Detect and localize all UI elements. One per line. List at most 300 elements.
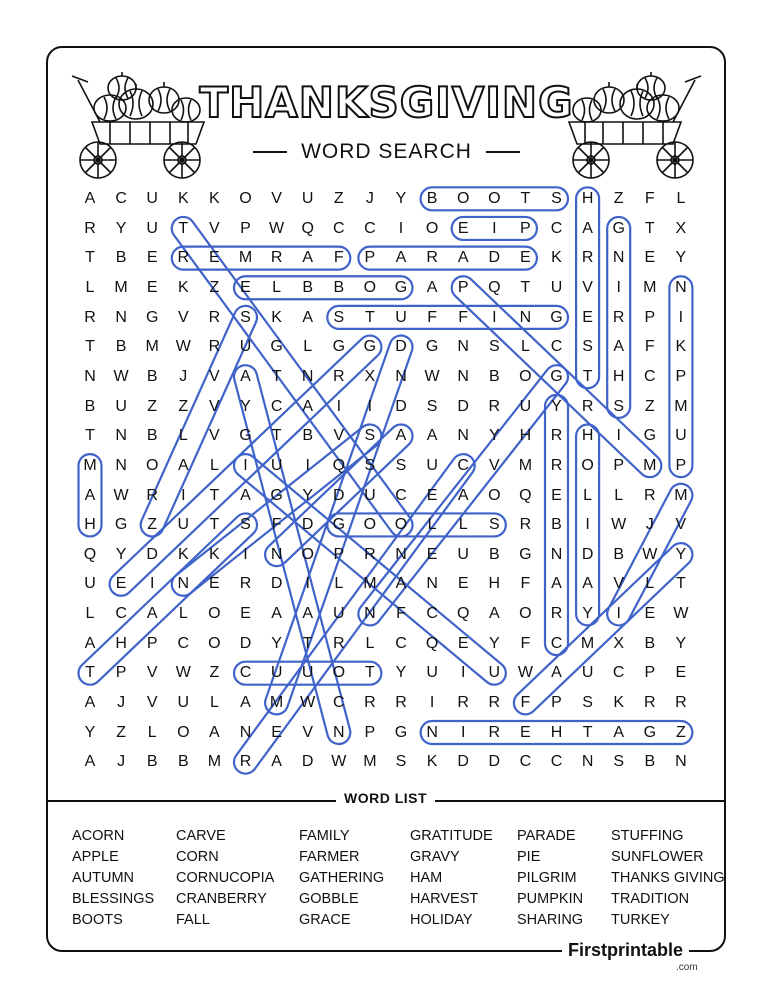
grid-letter[interactable]: D: [581, 545, 594, 563]
grid-letter[interactable]: W: [300, 694, 316, 712]
grid-letter[interactable]: N: [115, 456, 127, 474]
grid-letter[interactable]: C: [519, 753, 532, 771]
grid-letter[interactable]: N: [426, 575, 438, 593]
grid-letter[interactable]: P: [364, 249, 376, 267]
grid-letter[interactable]: P: [457, 278, 469, 296]
grid-letter[interactable]: R: [84, 308, 96, 326]
grid-letter[interactable]: A: [582, 219, 593, 237]
grid-letter[interactable]: E: [240, 278, 251, 296]
grid-letter[interactable]: Y: [551, 397, 562, 415]
grid-letter[interactable]: D: [146, 545, 158, 563]
grid-letter[interactable]: T: [271, 367, 282, 385]
grid-letter[interactable]: E: [209, 575, 220, 593]
grid-letter[interactable]: T: [520, 190, 531, 207]
grid-letter[interactable]: I: [616, 427, 621, 445]
grid-letter[interactable]: D: [395, 338, 407, 356]
grid-letter[interactable]: P: [644, 664, 656, 682]
grid-letter[interactable]: Y: [271, 634, 282, 652]
grid-letter[interactable]: I: [460, 723, 466, 741]
grid-letter[interactable]: C: [239, 664, 252, 682]
grid-letter[interactable]: J: [645, 516, 654, 534]
grid-letter[interactable]: B: [644, 634, 656, 652]
grid-letter[interactable]: L: [85, 278, 95, 296]
grid-letter[interactable]: P: [551, 694, 562, 712]
grid-letter[interactable]: I: [336, 397, 342, 415]
grid-letter[interactable]: J: [365, 190, 374, 207]
grid-letter[interactable]: R: [581, 249, 594, 267]
brand-logo[interactable]: Firstprintable: [562, 940, 689, 961]
grid-letter[interactable]: N: [270, 545, 283, 563]
grid-letter[interactable]: W: [517, 664, 533, 682]
grid-letter[interactable]: K: [177, 190, 189, 207]
grid-letter[interactable]: D: [395, 397, 407, 415]
grid-letter[interactable]: N: [333, 723, 345, 741]
grid-letter[interactable]: F: [520, 575, 531, 593]
grid-letter[interactable]: G: [643, 723, 657, 741]
grid-letter[interactable]: L: [458, 516, 468, 534]
grid-letter[interactable]: Y: [675, 249, 687, 267]
grid-letter[interactable]: W: [269, 219, 285, 237]
grid-letter[interactable]: R: [239, 575, 252, 593]
grid-letter[interactable]: T: [582, 367, 593, 385]
grid-letter[interactable]: Z: [178, 397, 189, 415]
grid-letter[interactable]: L: [272, 278, 282, 296]
grid-letter[interactable]: I: [616, 605, 621, 623]
grid-letter[interactable]: V: [582, 278, 593, 296]
grid-letter[interactable]: V: [488, 456, 500, 474]
grid-letter[interactable]: A: [302, 308, 314, 326]
grid-letter[interactable]: R: [550, 456, 563, 474]
grid-letter[interactable]: A: [209, 723, 220, 741]
grid-letter[interactable]: T: [302, 634, 313, 652]
grid-letter[interactable]: W: [611, 516, 627, 534]
grid-letter[interactable]: B: [488, 545, 500, 563]
grid-letter[interactable]: I: [305, 575, 310, 593]
grid-letter[interactable]: L: [583, 486, 593, 504]
grid-letter[interactable]: O: [519, 605, 532, 623]
grid-letter[interactable]: S: [582, 694, 593, 712]
grid-letter[interactable]: F: [427, 308, 437, 326]
grid-letter[interactable]: O: [581, 456, 594, 474]
grid-letter[interactable]: I: [243, 456, 248, 474]
grid-letter[interactable]: X: [613, 634, 625, 652]
grid-letter[interactable]: U: [146, 190, 158, 207]
grid-letter[interactable]: B: [613, 545, 625, 563]
grid-letter[interactable]: G: [550, 367, 563, 385]
grid-letter[interactable]: G: [332, 338, 346, 356]
grid-letter[interactable]: A: [613, 723, 625, 741]
grid-letter[interactable]: A: [426, 278, 438, 296]
grid-letter[interactable]: T: [209, 486, 220, 504]
grid-letter[interactable]: V: [271, 190, 282, 207]
grid-letter[interactable]: H: [581, 427, 594, 445]
grid-letter[interactable]: B: [302, 278, 314, 296]
grid-letter[interactable]: E: [644, 605, 656, 623]
grid-letter[interactable]: E: [240, 605, 251, 623]
grid-letter[interactable]: M: [643, 456, 657, 474]
grid-letter[interactable]: U: [675, 427, 687, 445]
grid-letter[interactable]: T: [85, 249, 95, 267]
grid-letter[interactable]: H: [488, 575, 501, 593]
grid-letter[interactable]: I: [492, 219, 497, 237]
grid-letter[interactable]: A: [302, 397, 314, 415]
grid-letter[interactable]: J: [117, 753, 126, 771]
grid-letter[interactable]: L: [520, 338, 530, 356]
grid-letter[interactable]: S: [364, 427, 376, 445]
grid-letter[interactable]: D: [239, 634, 252, 652]
grid-letter[interactable]: I: [585, 516, 590, 534]
grid-letter[interactable]: L: [303, 338, 313, 356]
grid-letter[interactable]: U: [239, 338, 252, 356]
grid-letter[interactable]: D: [301, 516, 314, 534]
grid-letter[interactable]: M: [674, 486, 688, 504]
grid-letter[interactable]: Z: [147, 516, 158, 534]
grid-letter[interactable]: X: [364, 367, 376, 385]
grid-letter[interactable]: C: [550, 753, 563, 771]
grid-letter[interactable]: Y: [240, 397, 251, 415]
grid-letter[interactable]: R: [364, 694, 376, 712]
grid-letter[interactable]: P: [333, 545, 345, 563]
grid-letter[interactable]: N: [519, 308, 532, 326]
grid-letter[interactable]: I: [492, 308, 497, 326]
grid-letter[interactable]: J: [117, 694, 126, 712]
grid-letter[interactable]: O: [363, 516, 377, 534]
grid-letter[interactable]: P: [644, 308, 656, 326]
grid-letter[interactable]: F: [271, 516, 282, 534]
grid-letter[interactable]: M: [83, 456, 97, 474]
grid-letter[interactable]: W: [331, 753, 347, 771]
grid-letter[interactable]: E: [520, 249, 531, 267]
grid-letter[interactable]: K: [209, 545, 220, 563]
grid-letter[interactable]: R: [364, 545, 376, 563]
grid-letter[interactable]: A: [146, 605, 158, 623]
grid-letter[interactable]: U: [84, 575, 96, 593]
grid-letter[interactable]: Q: [83, 545, 97, 563]
grid-letter[interactable]: A: [551, 664, 562, 682]
grid-letter[interactable]: R: [333, 634, 345, 652]
grid-letter[interactable]: T: [520, 278, 531, 296]
grid-letter[interactable]: P: [520, 219, 531, 237]
grid-letter[interactable]: K: [271, 308, 282, 326]
grid-letter[interactable]: R: [550, 427, 563, 445]
grid-letter[interactable]: S: [582, 338, 593, 356]
grid-letter[interactable]: O: [425, 219, 439, 237]
grid-letter[interactable]: Y: [582, 605, 593, 623]
grid-letter[interactable]: O: [488, 190, 501, 207]
grid-letter[interactable]: Q: [301, 219, 314, 237]
grid-letter[interactable]: C: [395, 486, 407, 504]
grid-letter[interactable]: B: [551, 516, 562, 534]
grid-letter[interactable]: U: [115, 397, 127, 415]
grid-letter[interactable]: R: [612, 308, 625, 326]
grid-letter[interactable]: A: [240, 486, 251, 504]
grid-letter[interactable]: B: [302, 427, 314, 445]
grid-letter[interactable]: B: [115, 249, 127, 267]
grid-letter[interactable]: P: [115, 664, 127, 682]
grid-letter[interactable]: D: [270, 575, 283, 593]
grid-letter[interactable]: U: [333, 605, 345, 623]
grid-letter[interactable]: G: [612, 219, 625, 237]
grid-letter[interactable]: B: [426, 190, 438, 207]
grid-letter[interactable]: G: [550, 308, 563, 326]
grid-letter[interactable]: S: [426, 397, 438, 415]
grid-letter[interactable]: S: [488, 516, 500, 534]
grid-letter[interactable]: I: [149, 575, 155, 593]
grid-letter[interactable]: V: [146, 664, 158, 682]
grid-letter[interactable]: N: [395, 545, 407, 563]
grid-letter[interactable]: R: [208, 308, 221, 326]
grid-letter[interactable]: U: [270, 664, 283, 682]
grid-letter[interactable]: B: [177, 753, 189, 771]
grid-letter[interactable]: R: [581, 397, 594, 415]
grid-letter[interactable]: F: [333, 249, 344, 267]
grid-letter[interactable]: I: [678, 308, 684, 326]
grid-letter[interactable]: Z: [613, 190, 624, 207]
grid-letter[interactable]: N: [675, 753, 687, 771]
grid-letter[interactable]: L: [676, 190, 686, 207]
grid-letter[interactable]: C: [457, 456, 469, 474]
grid-letter[interactable]: F: [644, 190, 655, 207]
grid-letter[interactable]: Z: [209, 664, 220, 682]
grid-letter[interactable]: C: [333, 694, 345, 712]
grid-letter[interactable]: R: [488, 397, 501, 415]
grid-letter[interactable]: L: [614, 486, 624, 504]
grid-letter[interactable]: P: [613, 456, 625, 474]
grid-letter[interactable]: M: [363, 753, 377, 771]
grid-letter[interactable]: C: [115, 190, 127, 207]
grid-letter[interactable]: Z: [116, 723, 126, 741]
grid-letter[interactable]: V: [209, 367, 220, 385]
grid-letter[interactable]: E: [146, 249, 158, 267]
grid-letter[interactable]: E: [426, 486, 438, 504]
grid-letter[interactable]: T: [85, 427, 95, 445]
grid-letter[interactable]: O: [394, 516, 408, 534]
grid-letter[interactable]: E: [675, 664, 687, 682]
grid-letter[interactable]: E: [551, 486, 562, 504]
grid-letter[interactable]: T: [85, 664, 95, 682]
grid-letter[interactable]: C: [333, 219, 345, 237]
grid-letter[interactable]: V: [302, 723, 314, 741]
grid-letter[interactable]: K: [675, 338, 687, 356]
grid-letter[interactable]: G: [519, 545, 532, 563]
grid-letter[interactable]: S: [240, 516, 251, 534]
grid-letter[interactable]: I: [429, 694, 435, 712]
grid-letter[interactable]: G: [394, 723, 408, 741]
grid-letter[interactable]: P: [146, 634, 158, 652]
grid-letter[interactable]: U: [488, 664, 501, 682]
grid-letter[interactable]: L: [85, 605, 95, 623]
grid-letter[interactable]: R: [488, 694, 501, 712]
grid-letter[interactable]: R: [426, 249, 438, 267]
grid-letter[interactable]: L: [209, 456, 219, 474]
grid-letter[interactable]: W: [175, 338, 191, 356]
grid-letter[interactable]: C: [395, 634, 407, 652]
grid-letter[interactable]: G: [145, 308, 159, 326]
grid-letter[interactable]: V: [146, 694, 158, 712]
grid-letter[interactable]: Z: [147, 397, 158, 415]
grid-letter[interactable]: Q: [456, 605, 470, 623]
grid-letter[interactable]: D: [457, 397, 469, 415]
grid-letter[interactable]: D: [301, 753, 314, 771]
grid-letter[interactable]: I: [367, 397, 373, 415]
grid-letter[interactable]: C: [550, 219, 563, 237]
grid-letter[interactable]: W: [424, 367, 440, 385]
grid-letter[interactable]: U: [395, 308, 407, 326]
grid-letter[interactable]: B: [333, 278, 345, 296]
grid-letter[interactable]: X: [675, 219, 687, 237]
grid-letter[interactable]: N: [457, 427, 469, 445]
grid-letter[interactable]: K: [209, 190, 220, 207]
grid-letter[interactable]: S: [613, 397, 625, 415]
grid-letter[interactable]: Y: [302, 486, 314, 504]
grid-letter[interactable]: N: [301, 367, 314, 385]
grid-letter[interactable]: N: [239, 723, 252, 741]
grid-letter[interactable]: K: [177, 545, 189, 563]
grid-letter[interactable]: K: [426, 753, 438, 771]
grid-letter[interactable]: N: [84, 367, 96, 385]
grid-letter[interactable]: H: [115, 634, 127, 652]
grid-letter[interactable]: T: [676, 575, 686, 593]
grid-letter[interactable]: R: [239, 753, 252, 771]
grid-letter[interactable]: A: [395, 427, 407, 445]
grid-letter[interactable]: H: [84, 516, 96, 534]
grid-letter[interactable]: N: [426, 723, 438, 741]
grid-letter[interactable]: L: [645, 575, 655, 593]
grid-letter[interactable]: H: [581, 190, 594, 207]
grid-letter[interactable]: G: [239, 427, 252, 445]
grid-letter[interactable]: H: [519, 427, 532, 445]
grid-letter[interactable]: E: [146, 278, 158, 296]
grid-letter[interactable]: E: [644, 249, 656, 267]
grid-letter[interactable]: I: [398, 219, 404, 237]
grid-letter[interactable]: T: [644, 219, 655, 237]
grid-letter[interactable]: A: [551, 575, 562, 593]
grid-letter[interactable]: U: [426, 664, 438, 682]
grid-letter[interactable]: U: [270, 456, 283, 474]
grid-letter[interactable]: B: [146, 427, 158, 445]
grid-letter[interactable]: T: [582, 723, 593, 741]
grid-letter[interactable]: N: [612, 249, 625, 267]
grid-letter[interactable]: B: [644, 753, 656, 771]
grid-letter[interactable]: A: [582, 575, 593, 593]
grid-letter[interactable]: S: [488, 338, 500, 356]
grid-letter[interactable]: M: [207, 753, 222, 771]
grid-letter[interactable]: N: [457, 338, 469, 356]
grid-letter[interactable]: A: [240, 694, 251, 712]
grid-letter[interactable]: A: [84, 753, 96, 771]
grid-letter[interactable]: O: [456, 190, 470, 207]
grid-letter[interactable]: O: [519, 367, 532, 385]
grid-letter[interactable]: Y: [675, 634, 687, 652]
grid-letter[interactable]: Q: [332, 456, 346, 474]
grid-letter[interactable]: W: [113, 486, 129, 504]
grid-letter[interactable]: M: [674, 397, 688, 415]
grid-letter[interactable]: G: [114, 516, 128, 534]
grid-letter[interactable]: U: [426, 456, 438, 474]
grid-letter[interactable]: U: [146, 219, 158, 237]
grid-letter[interactable]: Q: [425, 634, 439, 652]
grid-letter[interactable]: O: [332, 664, 346, 682]
grid-letter[interactable]: A: [488, 605, 500, 623]
grid-letter[interactable]: Y: [395, 664, 407, 682]
grid-letter[interactable]: I: [181, 486, 186, 504]
grid-letter[interactable]: A: [84, 634, 96, 652]
grid-letter[interactable]: A: [395, 575, 407, 593]
grid-letter[interactable]: S: [395, 456, 407, 474]
grid-letter[interactable]: C: [644, 367, 656, 385]
grid-letter[interactable]: C: [426, 605, 438, 623]
grid-letter[interactable]: A: [302, 605, 314, 623]
grid-letter[interactable]: M: [269, 694, 284, 712]
grid-letter[interactable]: R: [177, 249, 190, 267]
grid-letter[interactable]: Y: [675, 545, 687, 563]
grid-letter[interactable]: E: [426, 545, 438, 563]
grid-letter[interactable]: E: [582, 308, 593, 326]
grid-letter[interactable]: A: [457, 249, 469, 267]
grid-letter[interactable]: G: [643, 427, 657, 445]
grid-letter[interactable]: V: [209, 427, 220, 445]
grid-letter[interactable]: N: [675, 278, 687, 296]
grid-letter[interactable]: O: [208, 605, 221, 623]
grid-letter[interactable]: Y: [84, 723, 96, 741]
grid-letter[interactable]: A: [240, 367, 251, 385]
grid-letter[interactable]: R: [333, 367, 345, 385]
grid-letter[interactable]: C: [364, 219, 376, 237]
grid-letter[interactable]: U: [519, 397, 532, 415]
grid-letter[interactable]: L: [209, 694, 219, 712]
grid-letter[interactable]: Y: [488, 634, 500, 652]
grid-letter[interactable]: U: [364, 486, 376, 504]
grid-letter[interactable]: N: [395, 367, 407, 385]
grid-letter[interactable]: B: [488, 367, 500, 385]
grid-letter[interactable]: R: [550, 605, 563, 623]
grid-letter[interactable]: S: [333, 308, 345, 326]
grid-letter[interactable]: L: [427, 516, 437, 534]
grid-letter[interactable]: K: [177, 278, 189, 296]
grid-letter[interactable]: F: [644, 338, 655, 356]
grid-letter[interactable]: Q: [488, 278, 501, 296]
grid-letter[interactable]: V: [209, 397, 220, 415]
grid-letter[interactable]: L: [178, 605, 188, 623]
grid-letter[interactable]: D: [488, 249, 501, 267]
grid-letter[interactable]: M: [580, 634, 595, 652]
grid-letter[interactable]: V: [177, 308, 189, 326]
grid-letter[interactable]: T: [365, 664, 375, 682]
grid-letter[interactable]: M: [145, 338, 159, 356]
grid-letter[interactable]: N: [364, 605, 376, 623]
grid-letter[interactable]: A: [84, 694, 96, 712]
grid-letter[interactable]: C: [177, 634, 190, 652]
grid-letter[interactable]: Q: [519, 486, 532, 504]
grid-letter[interactable]: T: [365, 308, 375, 326]
grid-letter[interactable]: O: [363, 278, 377, 296]
grid-letter[interactable]: M: [643, 278, 657, 296]
grid-letter[interactable]: G: [270, 338, 283, 356]
grid-letter[interactable]: G: [394, 278, 408, 296]
grid-letter[interactable]: V: [613, 575, 625, 593]
grid-letter[interactable]: C: [612, 664, 625, 682]
grid-letter[interactable]: D: [488, 753, 501, 771]
grid-letter[interactable]: H: [550, 723, 563, 741]
grid-letter[interactable]: T: [178, 219, 189, 237]
grid-letter[interactable]: A: [457, 486, 469, 504]
grid-letter[interactable]: R: [270, 249, 283, 267]
grid-letter[interactable]: R: [84, 219, 96, 237]
grid-letter[interactable]: M: [238, 249, 253, 267]
grid-letter[interactable]: U: [581, 664, 594, 682]
grid-letter[interactable]: A: [271, 605, 282, 623]
grid-letter[interactable]: R: [519, 516, 532, 534]
